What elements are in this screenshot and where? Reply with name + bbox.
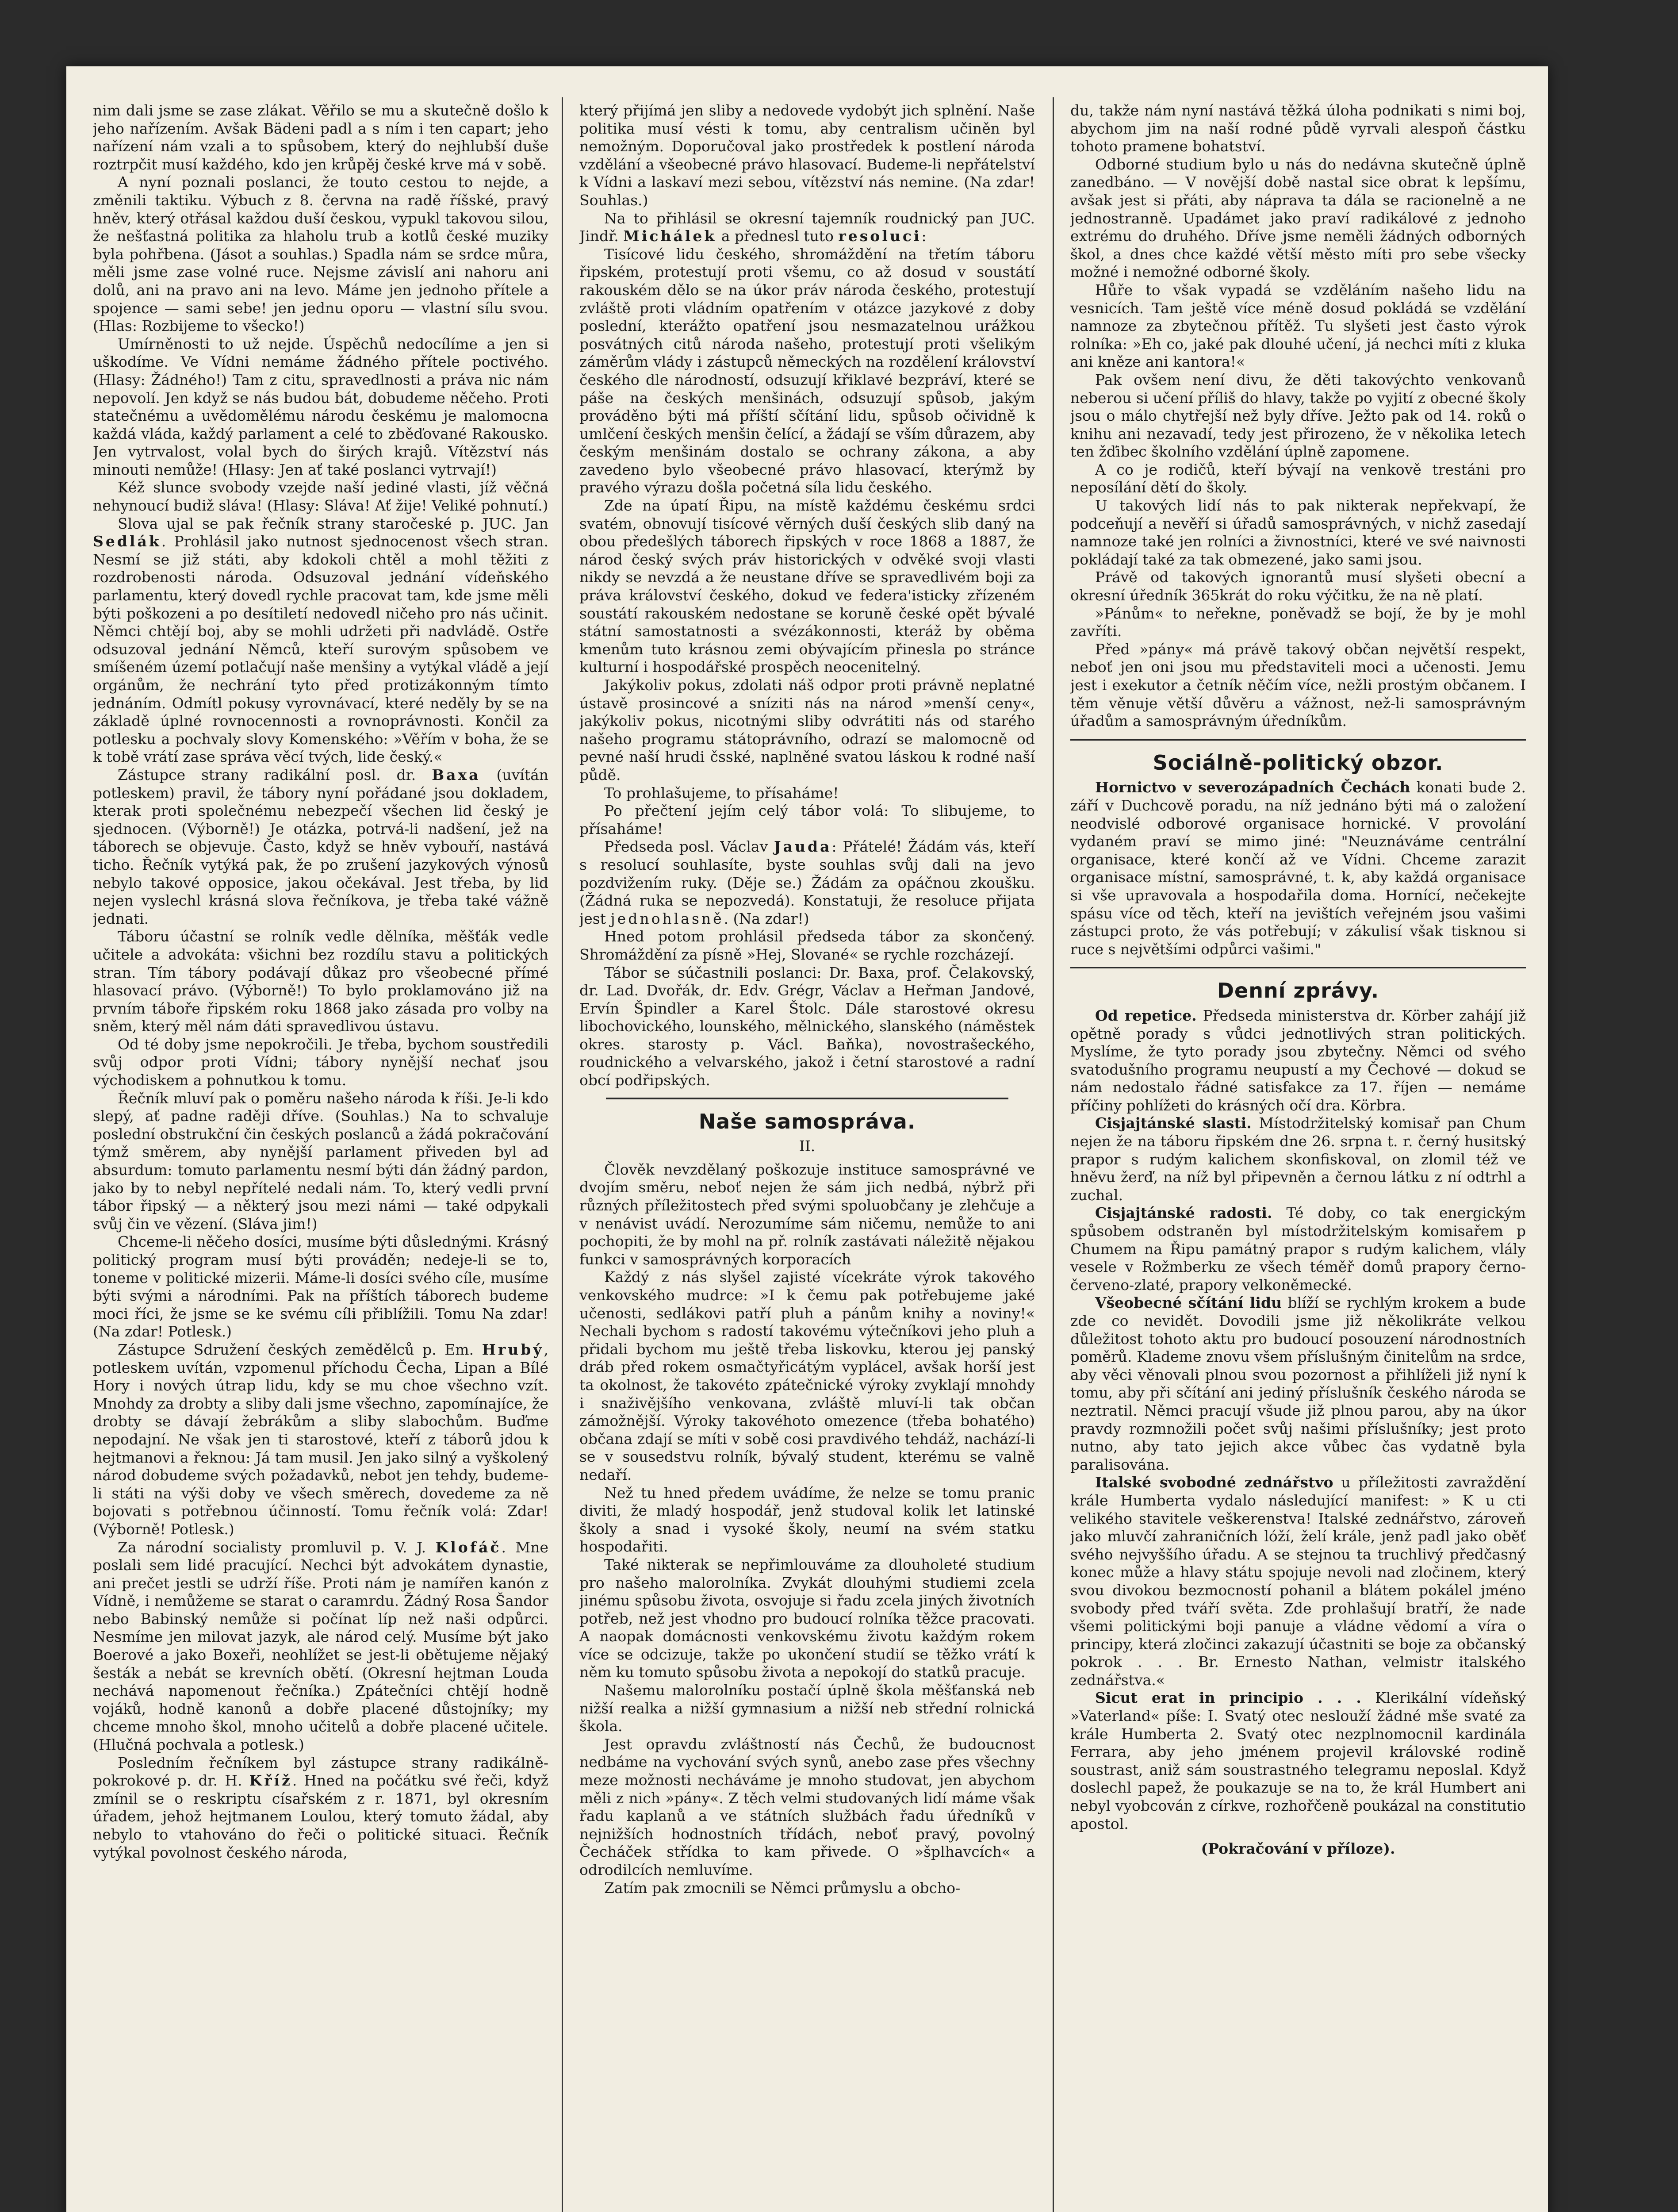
text-run: . Hned na počátku své řeči, když zmínil se o reskriptu císařském z r. 1871, byl okresním úřadem, jehož hejtmanem Loulou, který tomuto žádal, aby nebylo to vtahováno do řeči o politické situaci. Řečník vytýkal povolnost českého národa, — [93, 1772, 548, 1861]
paragraph: Táboru účastní se rolník vedle dělníka, měšťák vedle učitele a advokáta: všichni bez rozdílu stavu a politických stran. Tím tábory podávají důkaz pro všeobecné přímé hlasovací právo. (Výborně!) To bylo proklamováno již na prvním táboře řipském roku 1868 jako zásada pro volby na sněm, který měl nám dáti spravedlivou ústavu. — [93, 928, 548, 1035]
column-divider — [1053, 97, 1054, 2212]
speaker-name: Hrubý — [482, 1340, 544, 1358]
text-run: Předseda ministerstva dr. Körber zahájí již opětně porady s vůdci jednotlivých stran politických. Myslíme, že tyto porady jsou zbytečny. Němci od svého svatodušního programu neupustí a my Čechové — dokud se nám nedostalo řádné satisfakce za 17. říjen — nemáme příčiny pohlížeti do krásných očí dra. Körbra. — [1070, 1006, 1526, 1114]
text-run: , potleskem uvítán, vzpomenul příchodu Čecha, Lipan a Bílé Hory i nových útrap lidu, kdy se mu choe všechno vzít. Mnohdy za drobty a sliby dali jsme všechno, zapomínajíce, že drobty se dávají žebrákům a sliby slabochům. Buďme nepodajní. Ne však jen ti starostové, kteří z táborů jdou k hejtmanovi a řeknou: Já tam musil. Jen jako silný a vyškolený národ dobudeme svých požadavků, nebot jen tehdy, budeme-li státi na výši doby ve všech směrech, dovedeme za ně bojovati s potřebnou účinností. Tomu řečník volá: Zdar! (Výborně! Potlesk.) — [93, 1340, 548, 1538]
paragraph: Řečník mluví pak o poměru našeho národa k říši. Je-li kdo slepý, ať padne raději dříve. (Souhlas.) Na to schvaluje poslední obstrukční čin českých poslanců a žádá pokračování týmž směrem, aby nynější parlament přiveden byl ad absurdum: tomuto parlamentu nesmí býti dán žádný pardon, jako by to nebyl nepřítelé nedali nám. To, který vedli první tábor řipský — a některý jsou mezi námi — také odpykali svůj čin ve vězení. (Sláva jim!) — [93, 1089, 548, 1233]
paragraph: Jakýkoliv pokus, zdolati náš odpor proti právně neplatné ústavě prosincové a sníziti nás na národ »menší ceny«, jakýkoliv pokus, nicotnými sliby odvrátiti nás od starého našeho programu státoprávního, odrazí se malomocně od pevné naší hrudi čsské, naplněné svatou láskou k rodné naší půdě. — [579, 676, 1035, 783]
speaker-name: Kříž — [249, 1772, 292, 1790]
text-run: blíží se rychlým krokem a bude zde co nevidět. Dovodili jsme již několikráte velkou důležitost tohoto aktu pro budoucí posouzení národnostních poměrů. Klademe znovu všem příslušným činitelům na srdce, aby věci věnovali plnou svou pozornost a přihlíželi již nyní k tomu, aby při sčítání ani jediný příslušník českého národa se neztratil. Němci pracují všude již plnou parou, aby na úkor pravdy rozmnožili počet svůj našimi příslušníky; jest proto nutno, aby tato jejich akce vůbec čas vydatně byla paralisována. — [1070, 1294, 1526, 1473]
paragraph: Od té doby jsme nepokročili. Je třeba, bychom soustředili svůj odpor proti Vídni; tábory nynější nechať jsou východiskem a pohnutkou k tomu. — [93, 1035, 548, 1089]
text-run: (uvítán potleskem) pravil, že tábory nyní pořádané jsou dokladem, kterak proti společnému nebezpečí všechen lid český je sjednocen. (Výborně!) Je otázka, potrvá-li nadšení, jež na táborech se objevuje. Často, když se hněv vybouří, nastává ticho. Řečník vytýká pak, že po zrušení jazykových výnosů nebylo takové opposice, jakou očekával. Jest třeba, by lid nejen vyslechl krásná slova řečníkova, je třeba také vážně jednati. — [93, 766, 548, 927]
text-run: : Přátelé! Žádám vás, kteří s resolucí souhlasíte, byste souhlas svůj dali na jevo pozdvižením ruky. (Děje se.) Žádám za opáčnou zkoušku. (Žádná ruka se nepozvedá). Konstatuji, že resoluce přijata jest — [579, 838, 1035, 927]
paragraph: Také nikterak se nepřimlouváme za dlouholeté studium pro našeho malorolníka. Zvykát dlouhými studiemi zcela jinému spůsobu života, osvojuje si řadu zcela jiných životních potřeb, než jest vhodno pro budoucí rolníka těžce pracovati. A naopak domácnosti venkovskému životu každým rokem více se odcizuje, takže po ukončení studií se těžko vrátí k něm ku tomuto spůsobu života a nepokojí do statků pracuje. — [579, 1555, 1035, 1681]
news-item — [1070, 1204, 1526, 1294]
paragraph: »Pánům« to neřekne, poněvadž se bojí, že by je mohl zavříti. — [1070, 604, 1526, 640]
paragraph — [579, 838, 1035, 928]
text-run: konati bude 2. září v Duchcově poradu, na níž jednáno býti má o založení neodvislé odborové organisace hornické. V provolání vydaném praví se mimo jiné: "Neuznáváme centrální organisace, které končí až ve Vídni. Chceme zarazit organisace místní, samosprávné, t. k, aby každá organisace si vše upravovala a hospodařila doma. Hornící, nečekejte spásu více od těch, kteří na jevištích veřejném jsou vašimi zástupci proto, že vás potřebují; v zákulisí však tisknou si ruce s největšími odpůrci vašimi." — [1070, 779, 1526, 958]
text-run: Na to přihlásil se okresní tajemník roudnický pan JUC. Jindř. — [579, 209, 1035, 245]
news-item — [1070, 1689, 1526, 1833]
paragraph: U takových lidí nás to pak nikterak nepřekvapí, že podceňují a nevěří si úřadů samosprávných, v nichž zasedají namnoze také jen rolníci a živnostníci, které ve své naivnosti pokládají také za tak obmezené, jako sami jsou. — [1070, 497, 1526, 568]
paragraph: Kéž slunce svobody vzejde naší jediné vlasti, jíž věčná nehynoucí budiž sláva! (Hlasy: Sláva! Ať žije! Veliké pohnutí.) — [93, 479, 548, 515]
emphasis: resoluci — [838, 227, 922, 245]
paragraph: Zatím pak zmocnili se Němci průmyslu a obcho- — [604, 1879, 961, 1897]
section-rule — [1070, 967, 1526, 968]
text-run: Zástupce strany radikální posl. dr. — [118, 766, 432, 783]
section-heading: Naše samospráva. — [698, 1109, 916, 1133]
paragraph — [93, 766, 548, 928]
text-run: u příležitosti zavraždění krále Humberta vydalo následující manifest: » K u cti velikého stavitele veškerenstva! Italské zednářstvo, zároveň jako mluvčí zahraničních lóží, želí krále, jenž padl jako oběť svého nejvyššího úřadu. A se stejnou ta truchlivý předčasný konec může a hlavy státu spojuje nevoli nad zločinem, který svou divokou bezmocností pohanil a blátem pokálel jméno svobody před tváří světa. Zde prohlašují bratří, že nade všemi politickými boji panuje a vládne vědomí a víra o principy, která zločinci zakazují účastniti se boje za občanský pokrok . . . Br. Ernesto Nathan, velmistr italského zednářstva.« — [1070, 1474, 1526, 1689]
column-left — [93, 102, 548, 2212]
section-rule — [1070, 739, 1526, 741]
text-run: Posledním řečníkem byl zástupce strany radikálně-pokrokové p. dr. H. — [93, 1754, 548, 1790]
paragraph: Hned potom prohlásil předseda tábor za skončený. Shromáždění za písně »Hej, Slované« se rychle rozcházejí. — [579, 928, 1035, 963]
speaker-name: Jauda — [774, 838, 832, 856]
paragraph: Tisícové lidu českého, shromáždění na třetím táboru řipském, protestují proti všemu, co až dosud v soustátí rakouském dělo se na úkor práv národa českého, protestují zvláště proti vládním opatřením v otázce jazykové z doby poslední, kterážto opatření jsou nesmazatelnou urážkou posvátných citů národa našeho, protestují proti všelikým záměrům vlády i zástupců německých na rozdělení království českého dle národností, odsuzují křiklavé bezpráví, které se páše na českých menšinách, odsuzují spůsob, jakým prováděno býti má příští sčítání lidu, spůsob očividně k umlčení českých menšin čelící, a žádají se vším důrazem, aby českým menšinám dostalo se ochrany zákona, a aby zavedeno bylo všeobecné právo hlasovací, kterýmž by pravého výrazu došla početná síla lidu českého. — [579, 245, 1035, 496]
paragraph: nim dali jsme se zase zlákat. Věřilo se mu a skutečně došlo k jeho nařízením. Avšak Bädeni padl a s ním i ten capart; jeho nařízení nám vzali a to spůsobem, který do nejhlubší duše roztrpčit musí každého, kdo jen krůpěj české krve má v sobě. — [93, 102, 548, 173]
news-item-title: Všeobecné sčítání lidu — [1095, 1294, 1282, 1312]
section-number: II. — [799, 1137, 816, 1155]
paragraph: To prohlašujeme, to přísaháme! — [604, 784, 839, 802]
paragraph: A co je rodičů, kteří bývají na venkově trestáni pro neposílání dětí do školy. — [1070, 461, 1526, 496]
news-item-title: Italské svobodné zednářstvo — [1095, 1474, 1333, 1491]
text-run: Slova ujal se pak řečník strany staročeské p. JUC. Jan — [118, 515, 548, 532]
emphasis: jednohlasně — [610, 910, 724, 927]
section-rule — [606, 1098, 1008, 1099]
column-right — [1070, 102, 1526, 2212]
text-run: a přednesl tuto — [716, 227, 839, 245]
text-run: . Prohlásil jako nutnost sjednocenost všech stran. Nesmí se již státi, aby kdokoli chtěl a mohl těžiti z rozdrobenosti národa. Odsuzoval jednání vídeňského parlamentu, který dovedl rychle pracovat tam, kde jsme měli býti poškozeni a po desítiletí nedovedl ničeho pro nás učinit. Němci chtějí boj, aby se mohli udržeti při nadvládě. Ostře odsuzoval jednání Němců, kteří surovým spůsobem ve smíšeném území potlačují naše menšiny a vytýkal vládě a její orgánům, že nechrání tyto před protizákonným tímto jednáním. Odmítl pokusy vyrovnávací, které neděly by se na základě úplné rovnocennosti a rovnoprávnosti. Končil za potlesku a pochvaly slovy Komenského: »Věřím v boha, že se k tobě vrátí zase správa věcí tvých, lide český.« — [93, 533, 548, 766]
news-item — [1070, 1294, 1526, 1474]
section-heading: Denní zprávy. — [1217, 979, 1379, 1003]
paragraph — [579, 210, 1035, 246]
paragraph — [93, 1539, 548, 1754]
text-run: Zástupce Sdružení českých zemědělců p. Em. — [118, 1340, 482, 1358]
news-item — [1070, 1114, 1526, 1204]
news-item-title: Cisjajtánské radosti. — [1095, 1204, 1272, 1222]
paragraph: Právě od takových ignorantů musí slyšeti obecní a okresní úředník 365krát do roku výčitku, že na ně platí. — [1070, 568, 1526, 604]
continuation-note: (Pokračování v příloze). — [1201, 1840, 1395, 1858]
paragraph: du, takže nám nyní nastává těžká úloha podnikati s nimi boj, abychom jim na naší rodné půdě vyrvali alespoň částku tohoto pramene bohatství. — [1070, 102, 1526, 155]
paragraph: Každý z nás slyšel zajisté vícekráte výrok takového venkovského mudrce: »I k čemu pak potřebujeme jaké učenosti, sedlákovi patří pluh a pánům knihy a noviny!« Nechali bychom s radostí takovému výtečníkovi jeho pluh a přidali bychom mu ještě třeba liskovku, kterou jej panský dráb před rokem osmačtyřicátým vyplácel, avšak horší jest ta okolnost, že takovéto zpátečnické výroky zvyklají mnohdy i snaživějšího venkovana, zvláště mluví-li tak občan zámožnější. Výroky takovéhoto omezence (třeba bohatého) občana zdají se míti v sobě cosi pravdivého tehdáž, nachází-li se v sousedstvu rolník, bývalý student, kterému se valně nedaří. — [579, 1268, 1035, 1483]
text-run: Místodržitelský komisař pan Chum nejen že na táboru řipském dne 26. srpna t. r. černý husitský prapor s rudým kalichem skonfiskoval, on zlomil též ve hněvu žerď, na níž byl připevněn a černou látku z ní odtrhl a zuchal. — [1070, 1114, 1526, 1204]
paragraph: Než tu hned předem uvádíme, že nelze se tomu pranic diviti, že mladý hospodář, jenž studoval kolik let latinské školy a snad i vysoké školy, neumí na svém statku hospodařiti. — [579, 1484, 1035, 1555]
text-run: Té doby, co tak energickým spůsobem odstraněn byl místodržitelským komisařem p Chumem na Řipu památný prapor s rudým kalichem, vlály vesele v Rožmberku ze všech téměř domů prapory černo-červeno-zlaté, prapory velkoněmecké. — [1070, 1204, 1526, 1294]
paragraph: Před »pány« má právě takový občan největší respekt, neboť jen oni jsou mu představiteli moci a učenosti. Jemu jest i exekutor a četník něčím více, nežli prostým občanem. I těm věnuje větší důvěru a vážnost, než-li samosprávným úřadům a samosprávným úředníkům. — [1070, 640, 1526, 730]
news-item — [1070, 779, 1526, 958]
paragraph: Našemu malorolníku postačí úplně škola měšťanská neb nižší realka a nižší gymnasium a nižší neb střední rolnická škola. — [579, 1682, 1035, 1735]
paragraph: Zde na úpatí Řipu, na místě každému českému srdci svatém, obnovují tisícové věrných duší českých slib daný na obou předešlých táborech řipských v roce 1868 a 1887, že národ český svých práv historických v odvěké svoji vlasti nikdy se nevzdá a že neustane dříve se spravedlivém boji za práva království českého, dokud ve federa'isticky zřízeném soustátí rakouském nedostane se koruně české opět bývalé státní samostatnosti a svézákonnosti, kteráž by oběma kmenům tuto krásnou zemi obývajícím přinesla po stránce kulturní i hospodářské prospěch neocenitelný. — [579, 497, 1035, 676]
text-run: Za národní socialisty promluvil p. V. J. — [118, 1538, 436, 1556]
paragraph: Chceme-li něčeho dosíci, musíme býti důslednými. Krásný politický program musí býti prováděn; nedeje-li se to, toneme v politické mizerii. Máme-li dosíci svého cíle, musíme býti svými a národními. Pak na příštích táborech budeme moci říci, že jsme se ke svému cíli přiblížili. Tomu Na zdar! (Na zdar! Potlesk.) — [93, 1233, 548, 1340]
speaker-name: Michálek — [623, 227, 717, 245]
paragraph: který přijímá jen sliby a nedovede vydobýt jich splnění. Naše politika musí vésti k tomu, aby centralism učiněn byl nemožným. Doporučoval jako prostředek k postlení národa vzdělání a všeobecné právo hlasovací. Budeme-li nepřátelství k Vídni a laskaví mezi sebou, vítězství nás nemine. (Na zdar! Souhlas.) — [579, 102, 1035, 209]
newspaper-page — [66, 66, 1548, 2212]
news-item-title: Hornictvo v severozápadních Čechách — [1095, 779, 1410, 796]
news-item — [1070, 1474, 1526, 1689]
paragraph: Po přečtení jejím celý tábor volá: To slibujeme, to přísaháme! — [579, 802, 1035, 837]
paragraph: Umírněnosti to už nejde. Úspěchů nedocílíme a jen si uškodíme. Ve Vídni nemáme žádného přítele poctivého. (Hlasy: Žádného!) Tam z citu, spravedlnosti a práva nic nám nepovolí. Jen když se nás budou bát, dobudeme něčeho. Proti statečnému a uvědomělému národu českému je malomocna každá vláda, každý parlament a celé to zběďované Rakousko. Jen vytrvalost, volal bych do širých krajů. Vítězství nás minouti nemůže! (Hlasy: Jen ať také poslanci vytrvají!) — [93, 335, 548, 478]
text-run: Klerikální vídeňský »Vaterland« píše: I. Svatý otec neslouží žádné mše svaté za krále Humberta 2. Svatý otec nezplnomocnil kardinála Ferrara, aby jeho jménem projevil královské rodině soustrast, aniž sám soustrastného telegramu neposlal. Když doslechl papež, že poukazuje se na to, že král Humbert ani nebyl vyobcován z církve, rozhořčeně poukázal na constitutio apostol. — [1070, 1689, 1526, 1832]
paragraph: Odborné studium bylo u nás do nedávna skutečně úplně zanedbáno. — V novější době nastal sice obrat k lepšímu, avšak jest si přáti, aby náprava ta dála se racionelně a ne jednostranně. Upadámet jako praví radikálové z jednoho extrému do druhého. Dříve jsme neměli žádných odborných škol, a dnes chce každé větší město míti pro sebe všecky možné i nemožné odborné školy. — [1070, 155, 1526, 281]
paragraph: A nyní poznali poslanci, že touto cestou to nejde, a změnili taktiku. Výbuch z 8. června na radě říšské, pravý hněv, který otřásal každou duší českou, vypukl takovou silou, že nešťastná politika za hlaholu trub a kotlů české muziky byla pohřbena. (Jásot a souhlas.) Spadla nám se srdce můra, měli jsme zase volné ruce. Nejsme závislí ani nahoru ani dolů, ani na pravo ani na levo. Máme jen jednoho přítele a spojence — sami sebe! jen jednu oporu — vlastní sílu svou. (Hlas: Rozbijeme to všecko!) — [93, 173, 548, 335]
paragraph: Člověk nevzdělaný poškozuje instituce samosprávné ve dvojím směru, neboť nejen že sám jich nedbá, nýbrž při různých příležitostech před svými spoluobčany je zlehčuje a v nenávist uvádí. Nerozumíme sám ničemu, nemůže to ani pochopiti, že by mohl na př. rolník zastávati náležitě nějakou funkci v samosprávných korporacích — [579, 1160, 1035, 1268]
paragraph — [93, 1341, 548, 1539]
news-item-title: Sicut erat in principio . . . — [1095, 1689, 1361, 1707]
column-middle — [579, 102, 1035, 2212]
news-item-title: Cisjajtánské slasti. — [1095, 1114, 1252, 1132]
text-run: Předseda posl. Václav — [604, 838, 774, 856]
speaker-name: Klofáč — [435, 1538, 502, 1556]
paragraph: Hůře to však vypadá se vzděláním našeho lidu na vesnicích. Tam ještě více méně dosud pokládá se vzdělání namnoze za zbytečnou přítěž. Tu slyšeti jest často výrok rolníka: »Eh co, jaké pak dlouhé učení, já nechci míti z kluka ani kněze ani kantora!« — [1070, 281, 1526, 371]
paragraph: Jest opravdu zvláštností nás Čechů, že budoucnost nedbáme na vychování svých synů, anebo zase přes všechny meze možnosti necháváme je mnoho studovat, jen abychom měli z nich »pány«. Z těch velmi studovaných lidí máme však řadu kaplanů a ve státních službách řadu úředníků v nejnižších hodnostních třídách, neboť pravý, povolný Čecháček střídka to kam přivede. O »šplhavcích« a odrodilcích nemluvíme. — [579, 1735, 1035, 1878]
paragraph — [93, 515, 548, 766]
text-run: : — [921, 227, 927, 245]
column-divider — [562, 97, 563, 2212]
speaker-name: Sedlák — [93, 533, 161, 550]
section-heading: Sociálně-politický obzor. — [1153, 750, 1444, 775]
paragraph: Tábor se súčastnili poslanci: Dr. Baxa, prof. Čelakovský, dr. Lad. Dvořák, dr. Edv. Grégr, Václav a Heřman Jandové, Ervín Špindler a Karel Štolc. Dále starostové okresu libochovického, lounského, mělnického, slanského (náměstek okres. starosty p. Václ. Baňka), novostrašeckého, roudnického a velvarského, jakož i četní starostové a radní obcí podřipských. — [579, 964, 1035, 1089]
text-run: . (Na zdar!) — [724, 910, 809, 927]
paragraph — [93, 1754, 548, 1862]
news-item-title: Od repetice. — [1095, 1006, 1197, 1024]
text-run: . Mne poslali sem lidé pracující. Nechci být advokátem dynastie, ani prečet jestli se udrží říše. Proti nám je namířen kanón z Vídně, i nemůžeme se starat o caramrdu. Žádný Rosa Šandor nebo Babinský nemůže si počínat líp než naši odpůrci. Nesmíme jen milovat jazyk, ale národ celý. Musíme být jako Boerové a jako Boxeři, neohlížet se jest-li obětujeme nějaký šesták a nebát se krevních obětí. (Okresní hejtman Louda nechává napomenout řečníka.) Zpátečníci chtějí hodně vojáků, hodně kanonů a dobře placené důstojníky; my chceme mnoho škol, mnoho učitelů a dobře placené učitele. (Hlučná pochvala a potlesk.) — [93, 1538, 548, 1754]
speaker-name: Baxa — [432, 766, 481, 783]
news-item — [1070, 1007, 1526, 1115]
paragraph: Pak ovšem není divu, že děti takovýchto venkovanů neberou si učení příliš do hlavy, takže po vyjití z obecné školy jsou o málo chytřejší než byly dříve. Ježto pak od 14. roků o knihu ani nezavadí, tedy jest přirozeno, že v několika letech ten žďibec školního vzdělání úplně zapomene. — [1070, 371, 1526, 461]
